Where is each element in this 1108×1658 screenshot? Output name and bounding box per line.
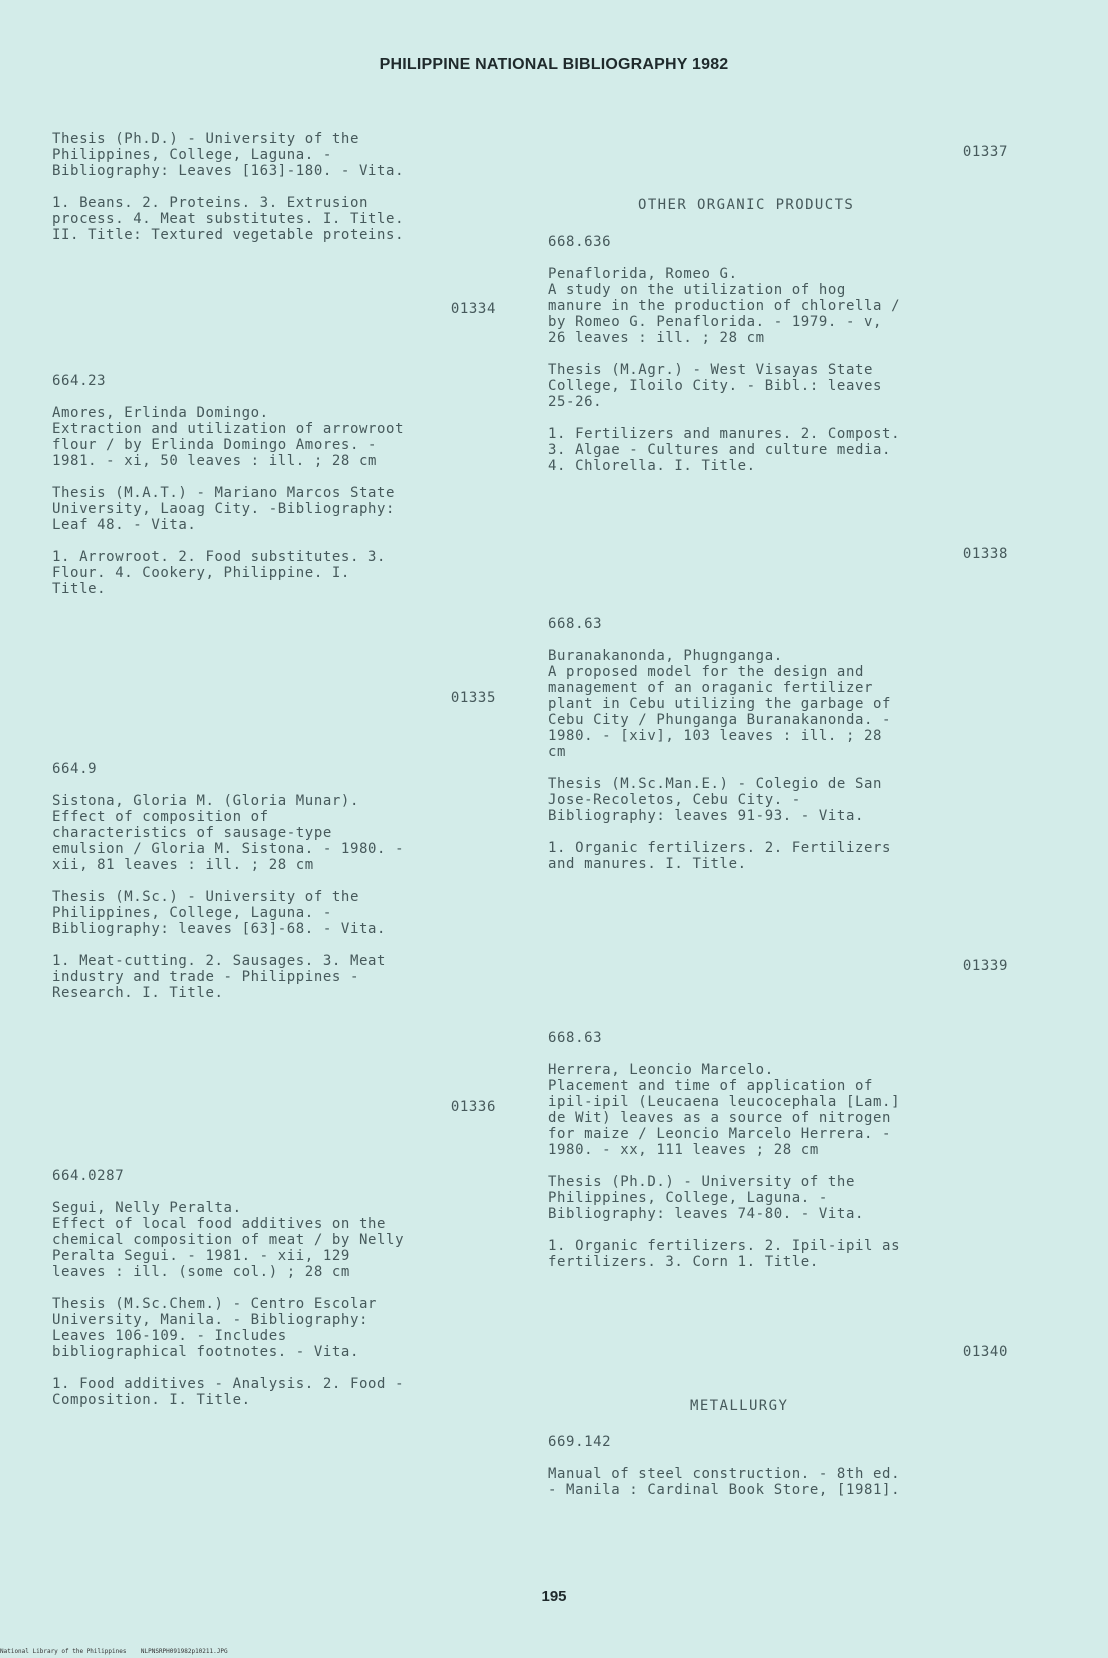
entry-number: 01338 [962, 546, 1008, 562]
entry-text: 664.9 Sistona, Gloria M. (Gloria Munar). Effect of composition of characteristics of sausage-type emulsion / Gloria M. Sistona. - 1980. - xii, 81 leaves : ill. ; 28 cm Thesis (M.Sc.) - University of the Philippines, College, Laguna. - Bibliography: leaves [63]-68. - Vita. 1. Meat-cutting. 2. Sausages. 3. Meat industry and trade - Philippines - Research. I. Title. [52, 761, 405, 1001]
entry-number: 01334 [450, 301, 496, 317]
entry-number: 01336 [450, 1099, 496, 1115]
entry-number: 01337 [962, 144, 1008, 160]
entry-number: 01339 [962, 958, 1008, 974]
entry-text: 668.63 Buranakanonda, Phugnganga. A proposed model for the design and management of an oraganic fertilizer plant in Cebu utilizing the garbage of Cebu City / Phunganga Buranakanonda. - 1980. - [xiv], 103 leaves : ill. ; 28 cm Thesis (M.Sc.Man.E.) - Colegio de San Jose-Recoletos, Cebu City. - Bibliography: leaves 91-93. - Vita. 1. Organic fertilizers. 2. Fertilizers and manures. I. Title. [548, 616, 892, 872]
entry-number: 01335 [450, 690, 496, 706]
page-number: 195 [541, 1588, 567, 1605]
entry-text: 664.0287 Segui, Nelly Peralta. Effect of local food additives on the chemical composition of meat / by Nelly Peralta Segui. - 1981. - xii, 129 leaves : ill. (some col.) ; 28 cm Thesis (M.Sc.Chem.) - Centro Escolar University, Manila. - Bibliography: Leaves 106-109. - Includes bibliographical footnotes. - Vita. 1. Food additives - Analysis. 2. Food - Composition. I. Title. [52, 1168, 405, 1408]
entry-text: 669.142 Manual of steel construction. - 8th ed. - Manila : Cardinal Book Store, [1981]. [548, 1434, 901, 1498]
section-heading: METALLURGY [690, 1398, 789, 1414]
entry-text: Thesis (Ph.D.) - University of the Philippines, College, Laguna. - Bibliography: Leaves [163]-180. - Vita. 1. Beans. 2. Proteins. 3. Extrusion process. 4. Meat substitutes. I. Title. II. Title: Textured vegetable proteins. [52, 131, 405, 243]
entry-number: 01340 [962, 1344, 1008, 1360]
entry-text: 668.63 Herrera, Leoncio Marcelo. Placement and time of application of ipil-ipil (Leucaena leucocephala [Lam.] de Wit) leaves as a source of nitrogen for maize / Leoncio Marcelo Herrera. - 1980. - xx, 111 leaves ; 28 cm Thesis (Ph.D.) - University of the Philippines, College, Laguna. - Bibliography: leaves 74-80. - Vita. 1. Organic fertilizers. 2. Ipil-ipil as fertilizers. 3. Corn 1. Title. [548, 1030, 901, 1270]
section-heading: OTHER ORGANIC PRODUCTS [638, 197, 855, 213]
entry-text: 668.636 Penaflorida, Romeo G. A study on the utilization of hog manure in the production of chlorella / by Romeo G. Penaflorida. - 1979. - v, 26 leaves : ill. ; 28 cm Thesis (M.Agr.) - West Visayas State College, Iloilo City. - Bibl.: leaves 25-26. 1. Fertilizers and manures. 2. Compost. 3. Algae - Cultures and culture media. 4. Chlorella. I. Title. [548, 234, 901, 474]
scan-footer: National Library of the Philippines NLPNSRPH091982p10211.JPG [0, 1648, 228, 1655]
entry-text: 664.23 Amores, Erlinda Domingo. Extraction and utilization of arrowroot flour / by Erlinda Domingo Amores. - 1981. - xi, 50 leaves : ill. ; 28 cm Thesis (M.A.T.) - Mariano Marcos State University, Laoag City. -Bibliography: Leaf 48. - Vita. 1. Arrowroot. 2. Food substitutes. 3. Flour. 4. Cookery, Philippine. I. Title. [52, 373, 405, 597]
page-header: PHILIPPINE NATIONAL BIBLIOGRAPHY 1982 [379, 56, 729, 73]
